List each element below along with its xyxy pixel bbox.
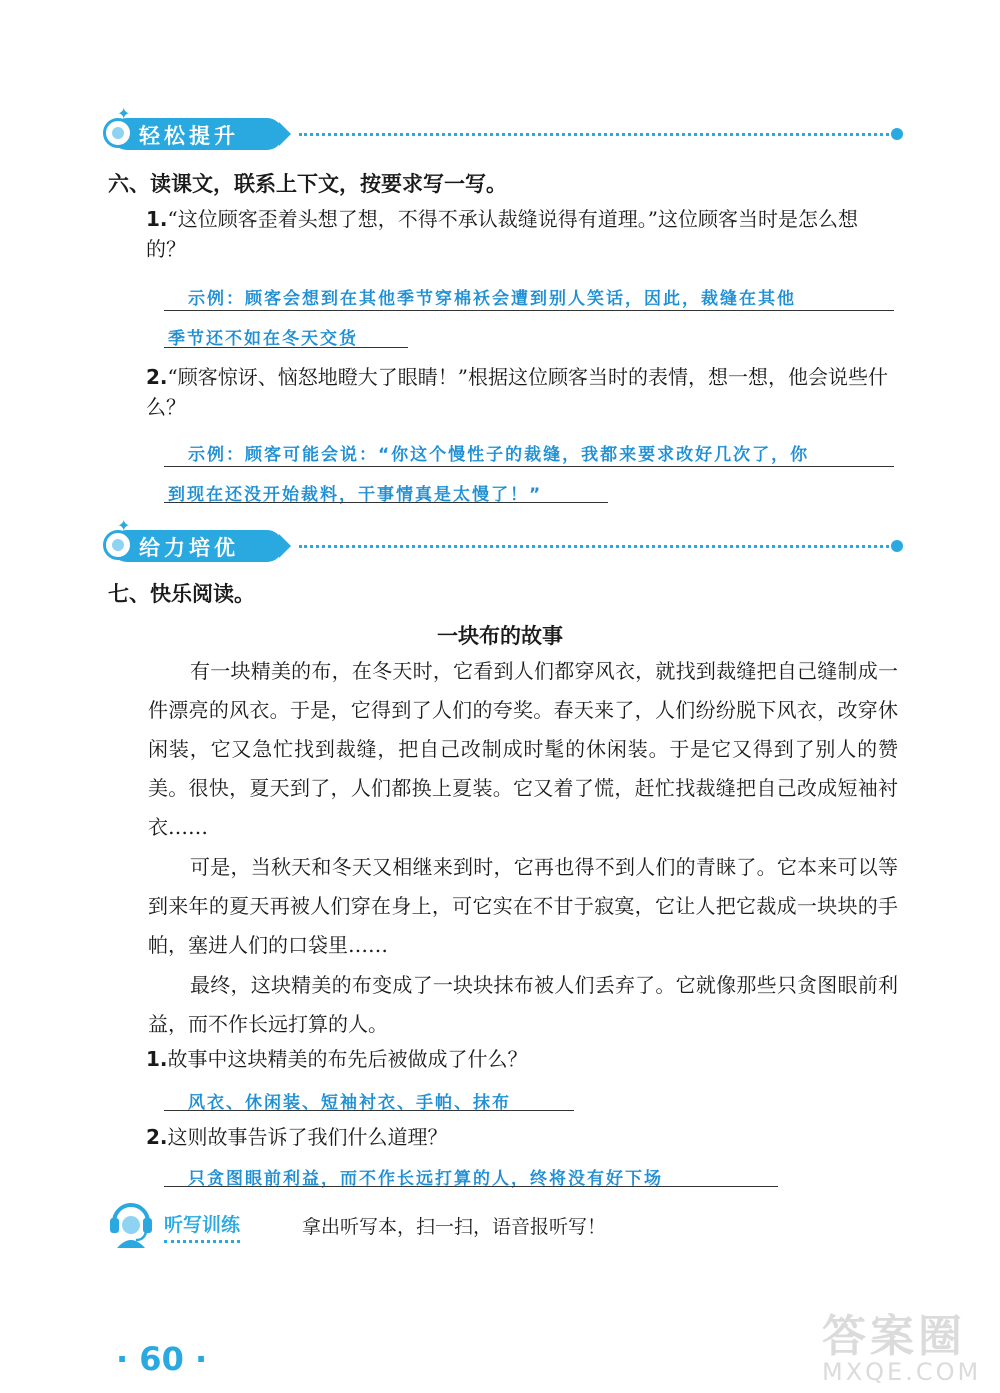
question-heading-6: 六、读课文，联系上下文，按要求写一写。 bbox=[108, 172, 507, 196]
question-heading-7: 七、快乐阅读。 bbox=[108, 582, 255, 606]
question-text: 这则故事告诉了我们什么道理？ bbox=[167, 1125, 448, 1149]
story-paragraph-3: 最终，这块精美的布变成了一块块抹布被人们丢弃了。它就像那些只贪图眼前利益，而不作长远打算的人。 bbox=[148, 973, 898, 1036]
answer-line: 只贪图眼前利益，而不作长远打算的人，终将没有好下场 bbox=[188, 1169, 663, 1189]
question-text: “这位顾客歪着头想了想，不得不承认裁缝说得有道理。”这位顾客当时是怎么想的？ bbox=[146, 207, 858, 261]
dotted-divider bbox=[299, 545, 889, 548]
answer-line: 季节还不如在冬天交货 bbox=[168, 329, 358, 349]
underline bbox=[164, 466, 894, 467]
section-banner-easy bbox=[103, 104, 903, 156]
sparkle-icon: ✦ bbox=[117, 104, 131, 123]
question-text: “顾客惊讶、恼怒地瞪大了眼睛！”根据这位顾客当时的表情，想一想，他会说些什么？ bbox=[146, 365, 888, 419]
sparkle-icon: ✦ bbox=[117, 516, 131, 535]
answer-line: 示例：顾客会想到在其他季节穿棉袄会遭到别人笑话，因此，裁缝在其他 bbox=[188, 289, 796, 309]
question-number: 2. bbox=[146, 365, 168, 389]
banner-arrow bbox=[279, 122, 291, 146]
watermark-logo bbox=[800, 1300, 990, 1390]
reading-question-2 bbox=[146, 1122, 896, 1152]
dotted-divider bbox=[299, 133, 889, 136]
underline bbox=[164, 1110, 574, 1111]
divider-end-dot bbox=[891, 128, 903, 140]
question-number: 1. bbox=[146, 207, 168, 231]
underline bbox=[164, 1186, 778, 1187]
dictation-label: 听写训练 bbox=[164, 1210, 240, 1243]
banner-label: 轻松提升 bbox=[139, 124, 239, 148]
question-number: 2. bbox=[146, 1125, 168, 1149]
reading-question-1 bbox=[146, 1044, 896, 1074]
answer-line: 示例：顾客可能会说：“你这个慢性子的裁缝，我都来要求改好几次了，你 bbox=[188, 445, 810, 465]
page-number: · 60 · bbox=[116, 1340, 208, 1378]
answer-line: 到现在还没开始裁料，干事情真是太慢了！” bbox=[168, 485, 543, 505]
question-number: 1. bbox=[146, 1047, 168, 1071]
underline bbox=[164, 502, 608, 503]
divider-end-dot bbox=[891, 540, 903, 552]
dictation-instruction: 拿出听写本，扫一扫，语音报听写！ bbox=[302, 1216, 607, 1238]
question-text: 故事中这块精美的布先后被做成了什么？ bbox=[167, 1047, 528, 1071]
watermark-url: MXQE.COM bbox=[822, 1358, 982, 1386]
story-paragraph-2: 可是，当秋天和冬天又相继来到时，它再也得不到人们的青睐了。它本来可以等到来年的夏天再被人们穿在身上，可它实在不甘于寂寞，它让人把它裁成一块块的手帕，塞进人们的口袋里…… bbox=[148, 855, 898, 957]
answer-line: 风衣、休闲装、短袖衬衣、手帕、抹布 bbox=[188, 1093, 511, 1113]
section-banner-advanced bbox=[103, 516, 903, 568]
underline bbox=[164, 310, 894, 311]
banner-arrow bbox=[279, 534, 291, 558]
question-2 bbox=[146, 362, 896, 422]
underline bbox=[164, 347, 408, 348]
question-1 bbox=[146, 204, 896, 264]
watermark-text: 答案圈 bbox=[822, 1311, 966, 1362]
story-paragraph-1: 有一块精美的布，在冬天时，它看到人们都穿风衣，就找到裁缝把自己缝制成一件漂亮的风衣。于是，它得到了人们的夸奖。春天来了，人们纷纷脱下风衣，改穿休闲装，它又急忙找到裁缝，把自己改制成时髦的休闲装。于是它又得到了别人的赞美。很快，夏天到了，人们都换上夏装。它又着了慌，赶忙找裁缝把自己改成短袖衬衣…… bbox=[148, 659, 898, 839]
banner-label: 给力培优 bbox=[139, 536, 239, 560]
headset-icon bbox=[108, 1196, 154, 1248]
story-title: 一块布的故事 bbox=[437, 624, 563, 648]
